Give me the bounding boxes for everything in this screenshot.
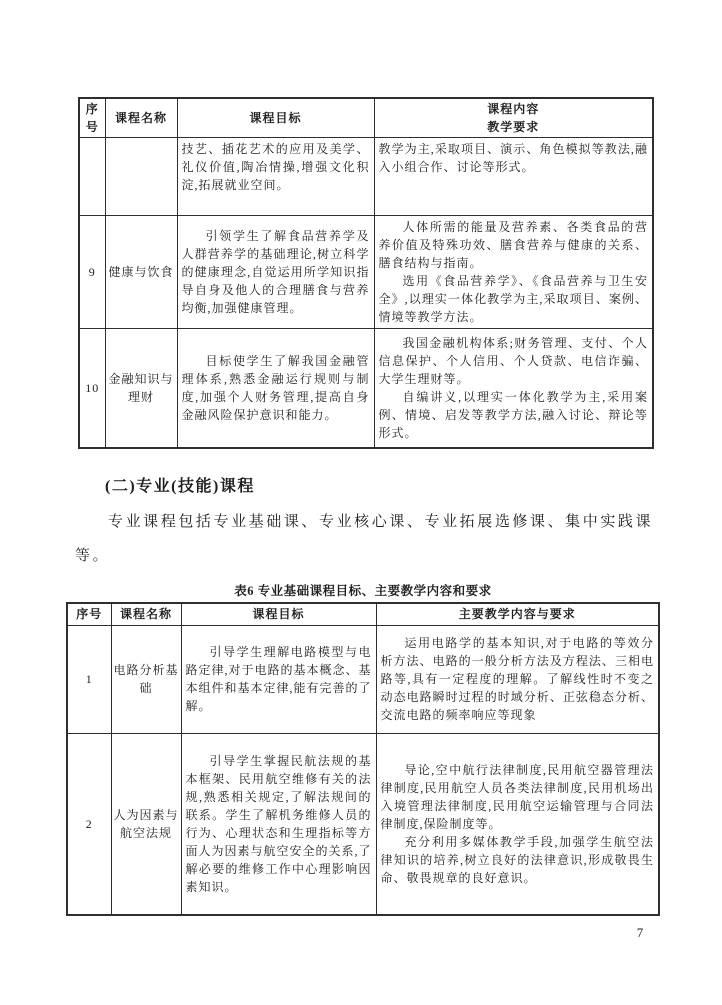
header-course-goal: 课程目标 bbox=[181, 603, 376, 625]
table-header-row bbox=[67, 603, 659, 625]
goal-paragraph: 引导学生理解电路模型与电路定律,对于电路的基本概念、基本组件和基本定律,能有完善的了解。 bbox=[185, 645, 372, 713]
content-paragraph: 充分利用多媒体教学手段,加强学生航空法律知识的培养,树立良好的法律意识,形成敬畏生命、敬畏规章的良好意识。 bbox=[380, 834, 654, 885]
content-paragraph: 自编讲义,以理实一体化教学为主,采用案例、情境、启发等教学方法,融入讨论、辩论等形式。 bbox=[378, 389, 648, 440]
table6-caption: 表6 专业基础课程目标、主要教学内容和要求 bbox=[234, 584, 492, 598]
row-num bbox=[79, 138, 105, 216]
course-name: 金融知识与理财 bbox=[105, 329, 177, 448]
course-content bbox=[374, 329, 653, 448]
course-goal bbox=[181, 625, 376, 733]
course-name: 电路分析基础 bbox=[111, 625, 181, 733]
section-heading: (二)专业(技能)课程 bbox=[105, 478, 255, 495]
professional-basic-course-table bbox=[66, 602, 660, 916]
course-name bbox=[105, 138, 177, 216]
table-row bbox=[79, 329, 653, 448]
header-course-name: 课程名称 bbox=[111, 603, 181, 625]
table-row bbox=[67, 733, 659, 915]
goal-paragraph: 引领学生了解食品营养学及人群营养学的基础理论,树立科学的健康理念,自觉运用所学知识指导自身及他人的合理膳食与营养均衡,加强健康管理。 bbox=[181, 229, 370, 315]
course-name: 健康与饮食 bbox=[105, 216, 177, 329]
content-paragraph: 选用《食品营养学》、《食品营养与卫生安全》,以理实一体化教学为主,采取项目、案例、情境等教学方法。 bbox=[378, 274, 648, 324]
content-paragraph: 我国金融机构体系;财务管理、支付、个人信息保护、个人信用、个人贷款、电信诈骗、大学生理财等。 bbox=[378, 335, 648, 386]
content-paragraph: 导论,空中航行法律制度,民用航空器管理法律制度,民用航空人员各类法律制度,民用机场出入境管理法律制度,民用航空运输管理与合同法律制度,保险制度等。 bbox=[380, 762, 654, 831]
header-num: 序号 bbox=[79, 98, 105, 138]
content-paragraph: 教学为主,采取项目、演示、角色模拟等教法,融入小组合作、讨论等形式。 bbox=[378, 142, 648, 174]
section-paragraph: 专业课程包括专业基础课、专业核心课、专业拓展选修课、集中实践课等。 bbox=[75, 514, 653, 564]
goal-paragraph: 引导学生掌握民航法规的基本框架、民用航空维修有关的法规,熟悉相关规定,了解法规间的联系。学生了解机务维修人员的行为、心理状态和生理指标等方面人为因素与航空安全的关系,了解必要的维修工作中心理影响因素知识。 bbox=[185, 753, 372, 894]
course-goal bbox=[177, 138, 374, 216]
course-content bbox=[376, 733, 659, 915]
row-num: 9 bbox=[79, 216, 105, 329]
header-content-line2: 教学要求 bbox=[487, 120, 540, 134]
header-num: 序号 bbox=[67, 603, 111, 625]
header-course-goal: 课程目标 bbox=[177, 98, 374, 138]
content-paragraph: 运用电路学的基本知识,对于电路的等效分析方法、电路的一般分析方法及方程法、三相电路等,具有一定程度的理解。了解线性时不变之动态电路瞬时过程的时域分析、正弦稳态分析、交流电路的频率响应等现象 bbox=[380, 636, 654, 722]
course-content bbox=[374, 216, 653, 329]
row-num: 2 bbox=[67, 733, 111, 915]
course-content bbox=[376, 625, 659, 733]
page-number: 7 bbox=[636, 925, 644, 940]
course-content bbox=[374, 138, 653, 216]
goal-paragraph: 技艺、插花艺术的应用及美学、礼仪价值,陶冶情操,增强文化积淀,拓展就业空间。 bbox=[181, 142, 370, 192]
table-row bbox=[79, 138, 653, 216]
header-content-line1: 课程内容 bbox=[487, 102, 540, 116]
header-main-content: 主要教学内容与要求 bbox=[376, 603, 659, 625]
table-row bbox=[67, 625, 659, 733]
course-goal bbox=[181, 733, 376, 915]
goal-paragraph: 目标使学生了解我国金融管理体系,熟悉金融运行规则与制度,加强个人财务管理,提高自身金融风险保护意识和能力。 bbox=[181, 353, 370, 422]
table-header-row bbox=[79, 98, 653, 138]
header-course-content bbox=[374, 98, 653, 138]
course-name: 人为因素与航空法规 bbox=[111, 733, 181, 915]
row-num: 10 bbox=[79, 329, 105, 448]
course-goal bbox=[177, 329, 374, 448]
content-paragraph: 人体所需的能量及营养素、各类食品的营养价值及特殊功效、膳食营养与健康的关系、膳食结构与指南。 bbox=[378, 220, 648, 270]
general-course-table bbox=[78, 97, 654, 449]
course-goal bbox=[177, 216, 374, 329]
row-num: 1 bbox=[67, 625, 111, 733]
table-row bbox=[79, 216, 653, 329]
header-course-name: 课程名称 bbox=[105, 98, 177, 138]
